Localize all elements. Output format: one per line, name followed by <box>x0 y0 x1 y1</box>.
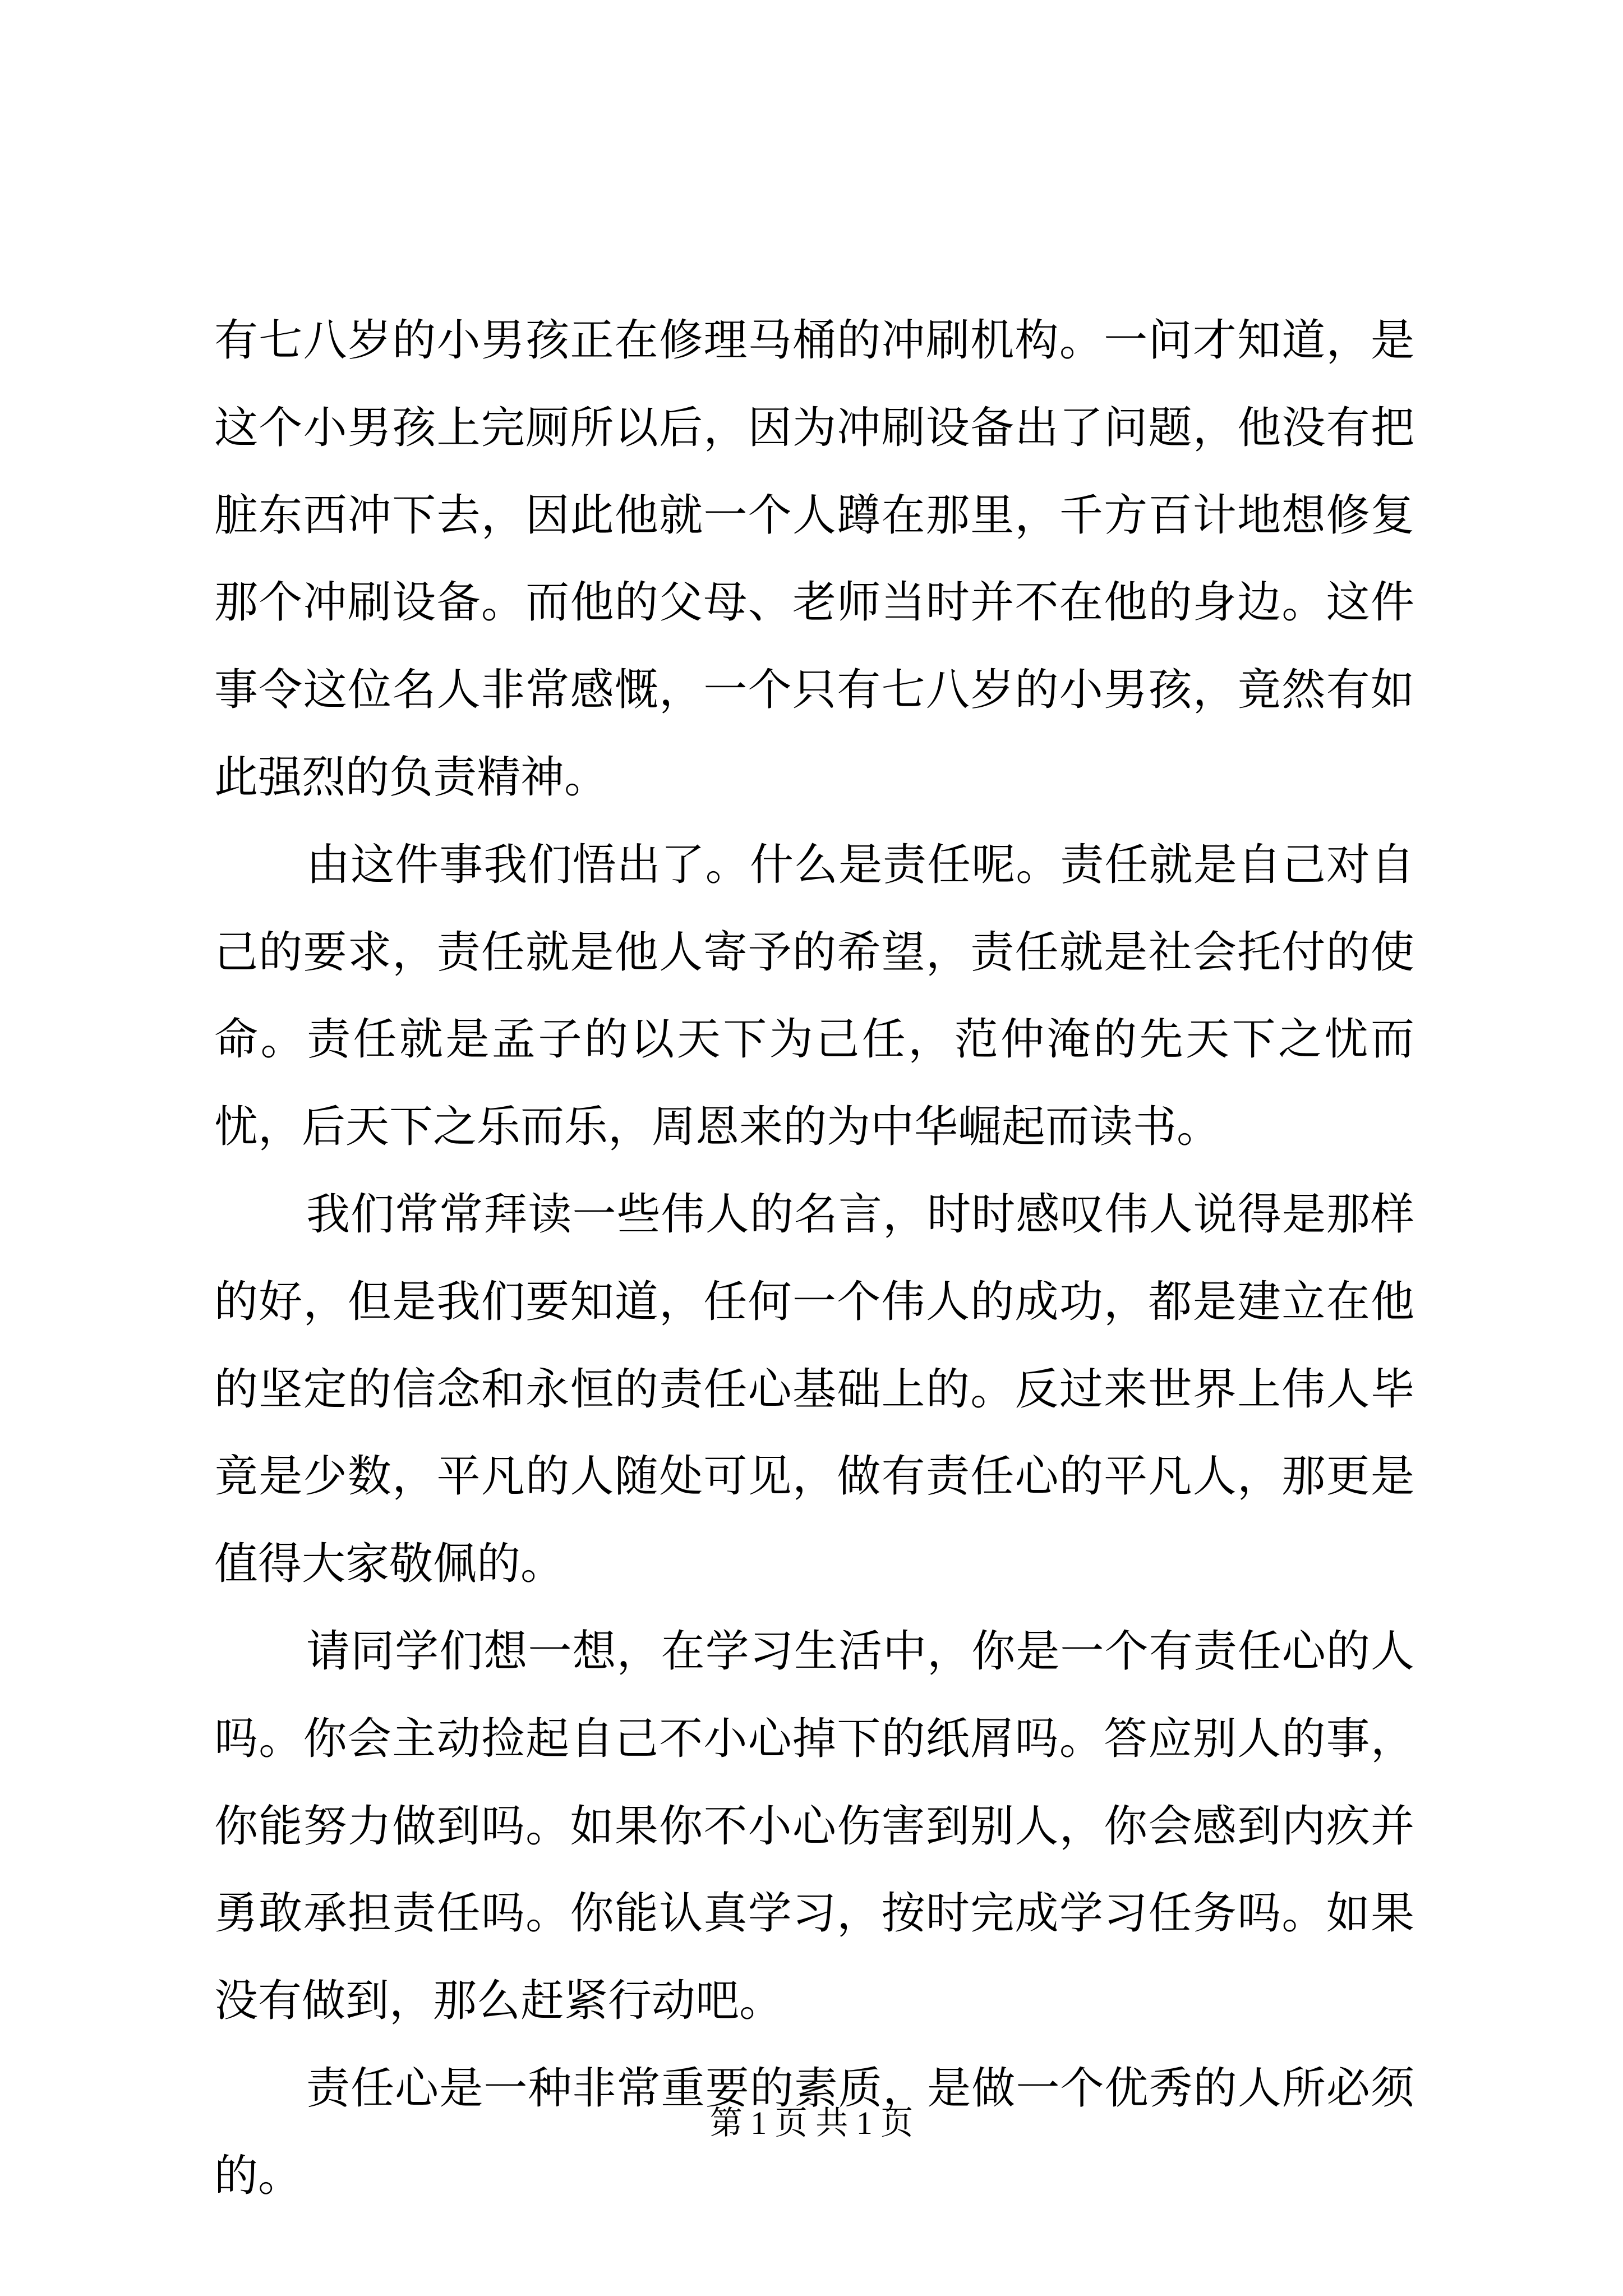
paragraph: 责任心是一种非常重要的素质，是做一个优秀的人所必须的。 <box>214 2063 1414 2201</box>
paragraph: 由这件事我们悟出了。什么是责任呢。责任就是自己对自己的要求，责任就是他人寄予的希望，责任就是社会托付的使命。责任就是孟子的以天下为己任，范仲淹的先天下之忧而忧，后天下之乐而乐，周恩来的为中华崛起而读书。 <box>214 839 1414 1153</box>
paragraph-continuation: 有七八岁的小男孩正在修理马桶的冲刷机构。一问才知道，是这个小男孩上完厕所以后，因为冲刷设备出了问题，他没有把脏东西冲下去，因此他就一个人蹲在那里，千方百计地想修复那个冲刷设备。而他的父母、老师当时并不在他的身边。这件事令这位名人非常感慨，一个只有七八岁的小男孩，竟然有如此强烈的负责精神。 <box>214 315 1414 803</box>
document-body <box>214 297 1414 2220</box>
page-footer: 第 1 页 共 1 页 <box>709 2105 914 2141</box>
paragraph: 我们常常拜读一些伟人的名言，时时感叹伟人说得是那样的好，但是我们要知道，任何一个伟人的成功，都是建立在他的坚定的信念和永恒的责任心基础上的。反过来世界上伟人毕竟是少数，平凡的人随处可见，做有责任心的平凡人，那更是值得大家敬佩的。 <box>214 1189 1414 1590</box>
paragraph: 请同学们想一想，在学习生活中，你是一个有责任心的人吗。你会主动捡起自己不小心掉下的纸屑吗。答应别人的事，你能努力做到吗。如果你不小心伤害到别人，你会感到内疚并勇敢承担责任吗。你能认真学习，按时完成学习任务吗。如果没有做到，那么赶紧行动吧。 <box>214 1626 1414 2027</box>
